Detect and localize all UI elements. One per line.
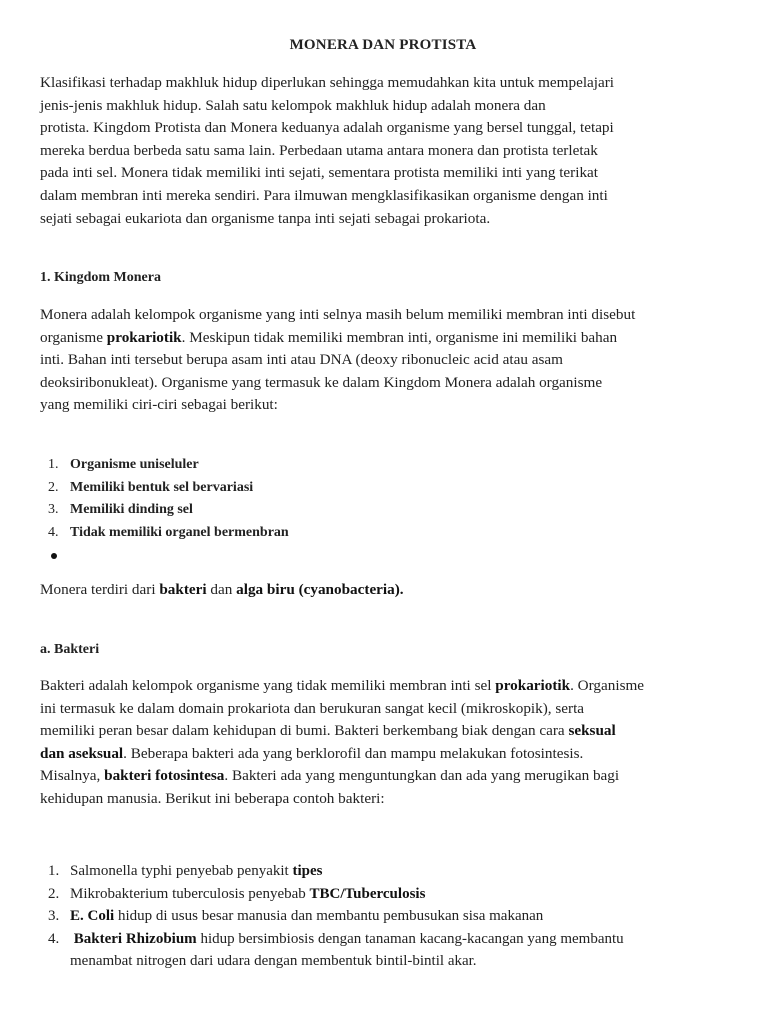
list-item xyxy=(40,499,726,522)
list-item-text: Memiliki dinding sel xyxy=(70,502,193,518)
term-rhizobium: Bakteri Rhizobium xyxy=(73,930,197,947)
bakteri-text: Bakteri adalah kelompok organisme yang tidak memiliki membran inti sel xyxy=(40,677,496,694)
section-heading-monera: 1. Kingdom Monera xyxy=(40,270,161,285)
list-item xyxy=(40,522,726,545)
intro-line: pada inti sel. Monera tidak memiliki inti sejati, sementara protista memiliki inti yang terikat xyxy=(40,164,599,182)
list-number: 2. xyxy=(48,479,59,495)
intro-line: jenis-jenis makhluk hidup. Salah satu kelompok makhluk hidup adalah monera dan xyxy=(40,96,546,114)
bakteri-line: ini termasuk ke dalam domain prokariota dan berukuran sangat kecil (mikroskopik), serta xyxy=(40,699,585,717)
term-prokariotik: prokariotik xyxy=(106,328,182,346)
intro-line: sejati sebagai eukariota dan organisme tanpa inti sejati sebagai prokariota. xyxy=(40,209,491,227)
bakteri-line: kehidupan manusia. Berikut ini beberapa contoh bakteri: xyxy=(40,789,385,807)
bakteri-line xyxy=(40,765,726,788)
empty-bullet xyxy=(51,553,57,559)
term-e-coli: E. Coli xyxy=(70,908,115,925)
intro-paragraph xyxy=(40,72,726,230)
list-item-text: Mikrobakterium tuberculosis penyebab xyxy=(70,885,310,902)
list-number: 4. xyxy=(48,524,59,540)
composition-text: dan xyxy=(206,581,237,598)
monera-traits-list xyxy=(40,454,726,544)
bakteri-text: . Organisme xyxy=(570,677,645,694)
monera-text: organisme xyxy=(40,328,107,346)
term-alga-biru: alga biru (cyanobacteria). xyxy=(236,581,404,598)
bakteri-paragraph xyxy=(40,675,726,811)
section-heading-bakteri: a. Bakteri xyxy=(40,642,100,657)
page-title: MONERA DAN PROTISTA xyxy=(289,37,477,53)
composition-text: Monera terdiri dari xyxy=(40,581,160,598)
list-item xyxy=(40,883,726,906)
term-tipes: tipes xyxy=(292,863,323,879)
bakteri-examples-list xyxy=(40,860,726,973)
term-prokariotik: prokariotik xyxy=(495,677,571,694)
bakteri-text: memiliki peran besar dalam kehidupan di bumi. Bakteri berkembang biak dengan cara xyxy=(40,722,569,740)
monera-line: deoksiribonukleat). Organisme yang termasuk ke dalam Kingdom Monera adalah organisme xyxy=(40,373,603,391)
monera-line: yang memiliki ciri-ciri sebagai berikut: xyxy=(40,396,278,414)
list-item-text: hidup di usus besar manusia dan membantu pembusukan sisa makanan xyxy=(114,908,544,925)
list-item-text: Salmonella typhi penyebab penyakit xyxy=(70,863,293,879)
intro-line: mereka berdua berbeda satu sama lain. Perbedaan utama antara monera dan protista terletak xyxy=(40,141,598,159)
monera-text: . Meskipun tidak memiliki membran inti, organisme ini memiliki bahan xyxy=(181,328,618,346)
intro-line: protista. Kingdom Protista dan Monera keduanya adalah organisme yang bersel tunggal, tetapi xyxy=(40,119,614,137)
list-item xyxy=(40,905,726,928)
term-tbc: TBC/Tuberculosis xyxy=(309,885,426,902)
bakteri-line xyxy=(40,743,726,766)
list-item-text: hidup bersimbiosis dengan tanaman kacang-kacangan yang membantu xyxy=(196,930,624,947)
list-item-text: Memiliki bentuk sel bervariasi xyxy=(70,479,254,495)
list-item xyxy=(40,928,726,973)
bakteri-text: . Beberapa bakteri ada yang berklorofil dan mampu melakukan fotosintesis. xyxy=(123,744,584,762)
bakteri-text: . Bakteri ada yang menguntungkan dan ada yang merugikan bagi xyxy=(224,767,620,785)
list-number: 1. xyxy=(48,863,60,879)
bakteri-line xyxy=(40,720,726,743)
intro-line: dalam membran inti mereka sendiri. Para ilmuwan mengklasifikasikan organisme dengan inti xyxy=(40,186,608,204)
intro-line: Klasifikasi terhadap makhluk hidup diperlukan sehingga memudahkan kita untuk mempelajari xyxy=(40,74,615,91)
monera-composition xyxy=(40,579,726,602)
list-item-text: Organisme uniseluler xyxy=(70,457,199,472)
list-item xyxy=(40,860,726,883)
monera-line: inti. Bahan inti tersebut berupa asam inti atau DNA (deoxy ribonucleic acid atau asam xyxy=(40,351,563,369)
term-seksual: seksual xyxy=(568,722,616,740)
list-number: 3. xyxy=(48,502,59,518)
monera-line xyxy=(40,327,726,350)
composition-line xyxy=(40,579,726,602)
monera-line: Monera adalah kelompok organisme yang inti selnya masih belum memiliki membran inti disebut xyxy=(40,306,636,323)
monera-paragraph xyxy=(40,304,726,417)
bakteri-text: Misalnya, xyxy=(40,767,105,785)
term-bakteri-fotosintesa: bakteri fotosintesa xyxy=(104,767,225,785)
list-item xyxy=(40,477,726,500)
bakteri-line xyxy=(40,675,726,698)
list-number: 2. xyxy=(48,885,60,902)
list-number: 3. xyxy=(48,908,60,925)
term-bakteri: bakteri xyxy=(159,581,207,598)
list-item-text: Tidak memiliki organel bermenbran xyxy=(70,524,289,540)
list-number: 1. xyxy=(48,457,59,472)
list-item xyxy=(40,454,726,477)
list-number: 4. xyxy=(48,930,60,947)
list-item-text: menambat nitrogen dari udara dengan membentuk bintil-bintil akar. xyxy=(70,953,477,970)
term-aseksual: dan aseksual xyxy=(40,744,124,762)
